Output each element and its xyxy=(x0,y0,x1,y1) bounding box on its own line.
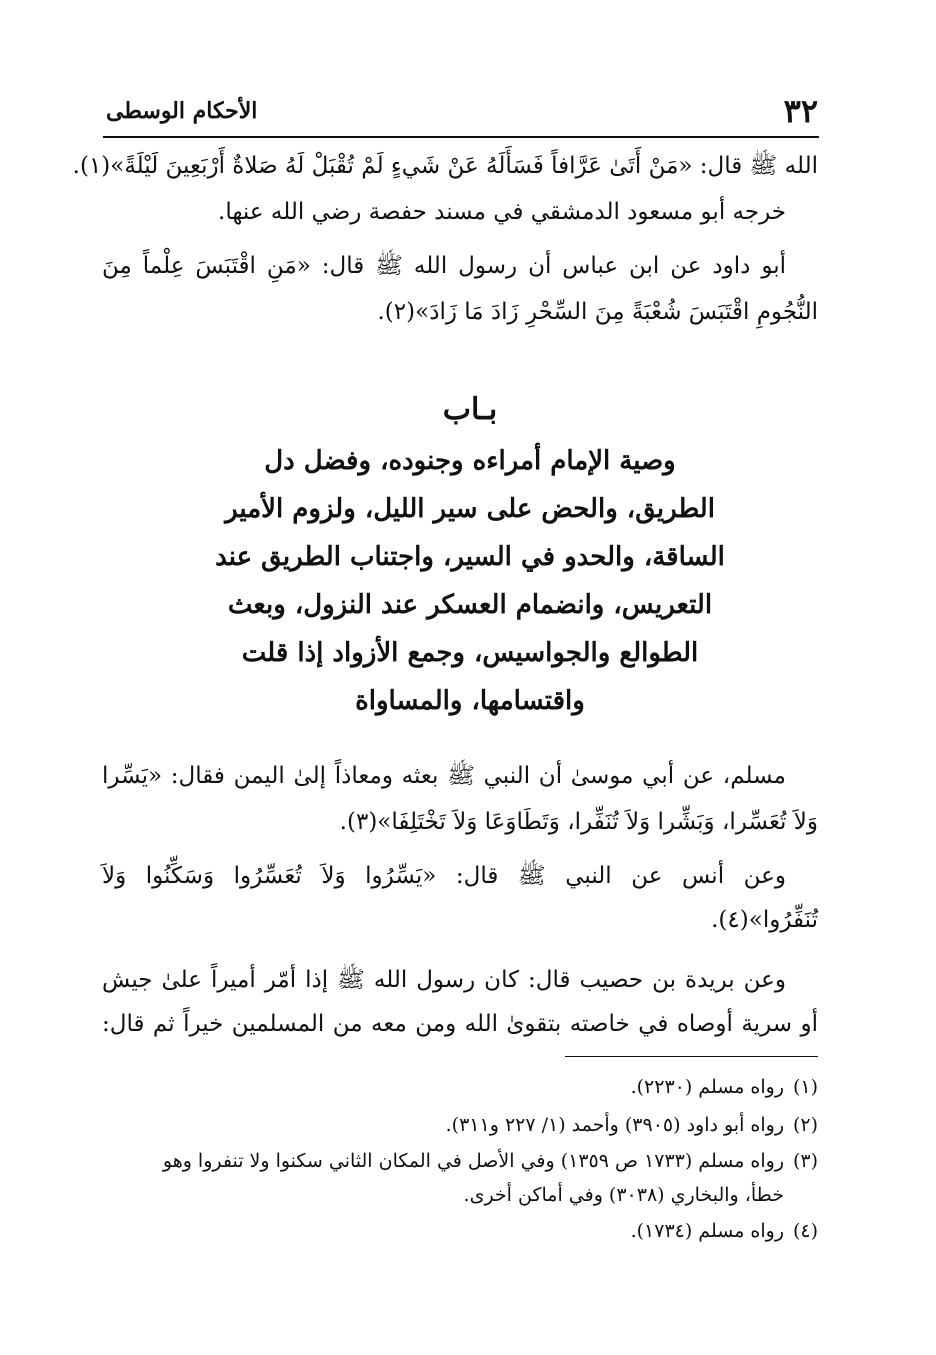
footnote xyxy=(102,1146,818,1176)
chapter-title-line: الساقة، والحدو في السير، واجتناب الطريق عند xyxy=(215,542,725,572)
footnote-text: رواه أبو داود (٣٩٠٥) وأحمد (١/ ٢٢٧ و٣١١). xyxy=(445,1114,784,1136)
footnote-number: (٣) xyxy=(792,1150,818,1172)
body-line: وَلاَ تُعَسِّرا، وَبَشِّرا وَلاَ تُنَفِّرا، وَتَطَاوَعَا وَلاَ تَخْتَلِفَا»(٣). xyxy=(339,809,818,835)
running-header-title: الأحكام الوسطى xyxy=(106,98,258,124)
footnote-separator xyxy=(565,1056,818,1057)
hadith-line: النُّجُومِ اقْتَبَسَ شُعْبَةً مِنَ السِّحْرِ زَادَ مَا زَادَ»(٢). xyxy=(377,299,818,325)
body-line: مسلم، عن أبي موسىٰ أن النبي ﷺ بعثه ومعاذاً إلىٰ اليمن فقال: «يَسِّرا xyxy=(102,763,786,789)
footnote-number: (٢) xyxy=(792,1114,818,1136)
body-line: وعن بريدة بن حصيب قال: كان رسول الله ﷺ إذا أمّر أميراً علىٰ جيش xyxy=(102,967,786,993)
body-line: تُنَفِّرُوا»(٤). xyxy=(711,907,818,933)
chapter-title-line: الطريق، والحض على سير الليل، ولزوم الأمير xyxy=(225,494,715,524)
header-rule xyxy=(103,136,819,138)
footnote xyxy=(102,1072,818,1102)
footnote-number: (٤) xyxy=(792,1220,818,1242)
footnote xyxy=(102,1216,818,1246)
chapter-title-line: التعريس، وانضمام العسكر عند النزول، وبعث xyxy=(227,590,713,620)
body-line: أو سرية أوصاه في خاصته بتقوىٰ الله ومن معه من المسلمين خيراً ثم قال: xyxy=(102,1011,818,1037)
footnote-continuation: خطأ، والبخاري (٣٠٣٨) وفي أماكن أخرى. xyxy=(463,1184,784,1206)
hadith-line: أبو داود عن ابن عباس أن رسول الله ﷺ قال: «مَنِ اقْتَبَسَ عِلْماً مِنَ xyxy=(102,253,786,279)
footnote xyxy=(102,1110,818,1140)
source-note-line: خرجه أبو مسعود الدمشقي في مسند حفصة رضي الله عنها. xyxy=(218,199,786,225)
chapter-title-line: وصية الإمام أمراءه وجنوده، وفضل دل xyxy=(264,446,676,476)
chapter-title-line: واقتسامها، والمساواة xyxy=(355,686,585,716)
body-line: وعن أنس عن النبي ﷺ قال: «يَسِّرُوا وَلاَ تُعَسِّرُوا وَسَكِّنُوا وَلاَ xyxy=(102,863,786,889)
hadith-line: الله ﷺ قال: «مَنْ أَتَىٰ عَرَّافاً فَسَأَلَهُ عَنْ شَيءٍ لَمْ تُقْبَلْ لَهُ صَلاةٌ أَرْبَعِينَ لَيْلَةً»(١). xyxy=(72,153,818,179)
footnote-text: رواه مسلم (٢٢٣٠). xyxy=(630,1076,784,1098)
chapter-label: بـاب xyxy=(442,392,498,427)
footnote-text: رواه مسلم (١٧٣٣ ص ١٣٥٩) وفي الأصل في المكان الثاني سكنوا ولا تنفروا وهو xyxy=(162,1150,784,1172)
chapter-title-line: الطوالع والجواسيس، وجمع الأزواد إذا قلت xyxy=(241,638,699,668)
footnote-text: رواه مسلم (١٧٣٤). xyxy=(630,1220,784,1242)
page-number: ٣٢ xyxy=(783,92,818,130)
footnote-number: (١) xyxy=(792,1076,818,1098)
